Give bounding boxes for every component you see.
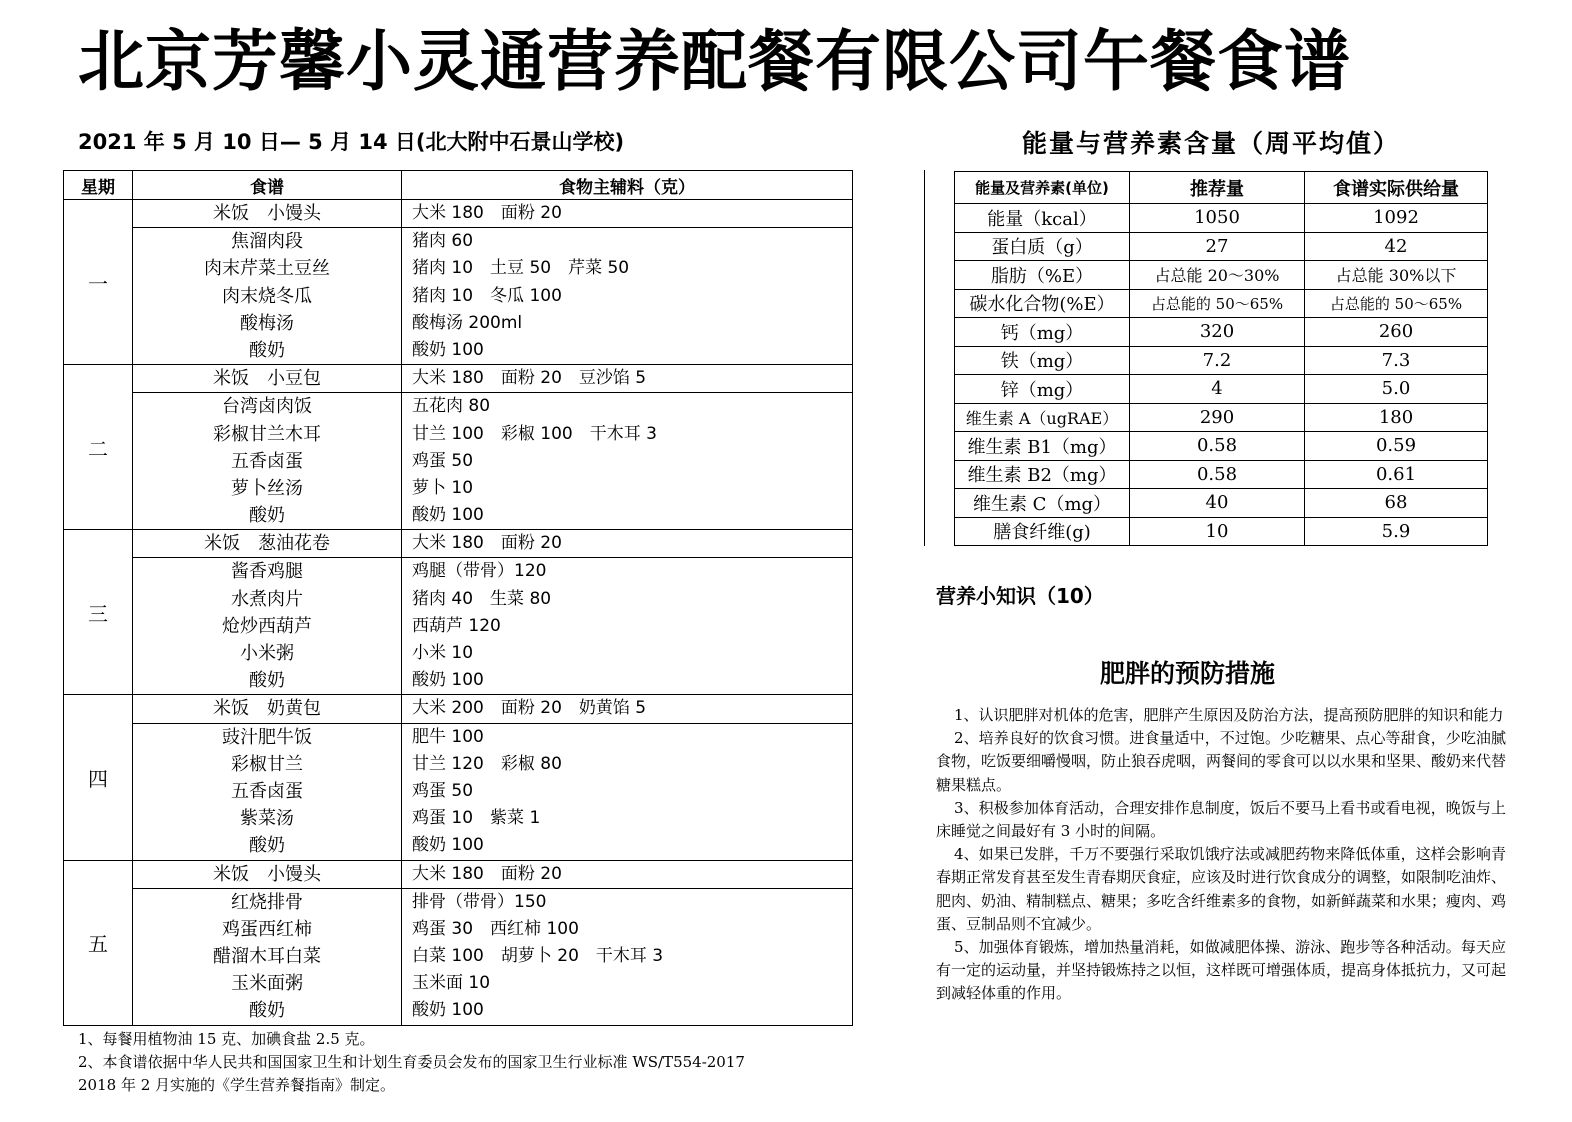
ingredient-line: 大米 180 面粉 20 [412, 203, 562, 223]
staple-dish-cell [133, 365, 402, 393]
ingredient-line: 白菜 100 胡萝卜 20 干木耳 3 [412, 946, 664, 967]
dish-name: 酸奶 [249, 505, 285, 527]
dish-name: 炝炒西葫芦 [222, 615, 312, 637]
tip-paragraph: 4、如果已发胖，千万不要强行采取饥饿疗法或减肥药物来降低体重，这样会影响青春期正常发育甚至发生青春期厌食症，应该及时进行饮食成分的调整，如限制吃油炸、肥肉、奶油、精制糕点、糖果；多吃含纤维素多的食物，如新鲜蔬菜和水果；瘦肉、鸡蛋、豆制品则不宜减少。 [936, 845, 1507, 933]
ingredient-line: 大米 180 面粉 20 [412, 863, 562, 884]
col-actual: 食谱实际供给量 [1305, 172, 1488, 204]
col-recipe: 食谱 [133, 171, 402, 200]
dish-name: 豉汁肥牛饭 [222, 726, 312, 748]
dishes-cell [133, 888, 402, 1025]
menu-dishes-row [64, 228, 853, 365]
dish-name: 米饭 小馒头 [213, 863, 321, 885]
actual-value: 7.3 [1305, 346, 1488, 375]
dish-name: 彩椒甘兰木耳 [213, 423, 321, 445]
tips-title: 营养小知识（10） [936, 584, 1104, 608]
weekday-cell: 二 [64, 365, 133, 530]
menu-date-range: 2021 年 5 月 10 日— 5 月 14 日(北大附中石景山学校) [78, 130, 625, 154]
note-line: 2018 年 2 月实施的《学生营养餐指南》制定。 [78, 1076, 396, 1094]
actual-value: 1092 [1305, 204, 1488, 233]
ingredient-line: 猪肉 10 冬瓜 100 [412, 285, 562, 306]
col-recommended: 推荐量 [1130, 172, 1305, 204]
nutrition-row [955, 517, 1488, 546]
actual-value: 0.61 [1305, 460, 1488, 489]
actual-value: 5.9 [1305, 517, 1488, 546]
staple-dish-cell [133, 530, 402, 558]
menu-staple-row [64, 365, 853, 393]
dish-name: 酸奶 [249, 339, 285, 361]
nutrient-name: 维生素 C（mg） [955, 489, 1130, 518]
dish-name: 肉末芹菜土豆丝 [204, 258, 330, 280]
menu-dishes-row [64, 888, 853, 1025]
ingredient-line: 大米 200 面粉 20 奶黄馅 5 [412, 698, 647, 719]
dish-name: 水煮肉片 [231, 588, 303, 610]
dish-name: 萝卜丝汤 [231, 477, 303, 499]
staple-ingredient-cell [402, 530, 853, 558]
ingredient-line: 玉米面 10 [412, 973, 491, 994]
dishes-cell [133, 228, 402, 365]
weekday-cell: 四 [64, 695, 133, 860]
nutrient-name: 钙（mg） [955, 318, 1130, 347]
recommended-value: 290 [1130, 403, 1305, 432]
nutrient-name: 维生素 B1（mg） [955, 432, 1130, 461]
ingredient-line: 酸奶 100 [412, 1000, 484, 1021]
dish-name: 酸梅汤 [240, 312, 294, 334]
note-line: 2、本食谱依据中华人民共和国国家卫生和计划生育委员会发布的国家卫生行业标准 WS/T554-2017 [78, 1053, 745, 1071]
nutrition-row [955, 460, 1488, 489]
dishes-cell [133, 393, 402, 530]
ingredient-line: 鸡蛋 30 西红柿 100 [412, 918, 579, 939]
nutrient-name: 脂肪（%E） [955, 261, 1130, 290]
dish-name: 米饭 小豆包 [213, 368, 321, 390]
nutrition-row [955, 289, 1488, 318]
dish-name: 肉末烧冬瓜 [222, 285, 312, 307]
nutrient-name: 能量（kcal） [955, 204, 1130, 233]
ingredients-cell [402, 723, 853, 860]
staple-dish-cell [133, 200, 402, 228]
dish-name: 小米粥 [240, 643, 294, 664]
ingredient-line: 小米 10 [412, 643, 474, 663]
recommended-value: 占总能 20～30% [1130, 261, 1305, 290]
menu-dishes-row [64, 558, 853, 695]
staple-ingredient-cell [402, 695, 853, 723]
ingredient-line: 酸奶 100 [412, 835, 484, 856]
ingredient-line: 鸡蛋 50 [412, 780, 474, 801]
nutrition-title: 能量与营养素含量（周平均值） [1022, 129, 1401, 158]
recommended-value: 40 [1130, 489, 1305, 518]
ingredient-line: 酸奶 100 [412, 339, 484, 360]
ingredient-line: 甘兰 100 彩椒 100 干木耳 3 [412, 423, 657, 444]
actual-value: 42 [1305, 232, 1488, 261]
recommended-value: 1050 [1130, 204, 1305, 233]
dish-name: 酱香鸡腿 [231, 561, 303, 583]
dish-name: 彩椒甘兰 [231, 753, 303, 775]
weekday-cell: 五 [64, 860, 133, 1025]
dish-name: 红烧排骨 [231, 891, 303, 913]
note-line: 1、每餐用植物油 15 克、加碘食盐 2.5 克。 [78, 1030, 375, 1048]
col-weekday: 星期 [64, 171, 133, 200]
recommended-value: 0.58 [1130, 432, 1305, 461]
nutrient-name: 维生素 B2（mg） [955, 460, 1130, 489]
nutrient-name: 碳水化合物(%E） [955, 289, 1130, 318]
dish-name: 焦溜肉段 [231, 231, 303, 253]
tip-paragraph: 5、加强体育锻炼，增加热量消耗，如做减肥体操、游泳、跑步等各种活动。每天应有一定的运动量，并坚持锻炼持之以恒，这样既可增强体质，提高身体抵抗力，又可起到减轻体重的作用。 [936, 938, 1507, 1003]
staple-dish-cell [133, 695, 402, 723]
weekday-cell: 一 [64, 200, 133, 365]
tips-text [936, 704, 1506, 1006]
dish-name: 酸奶 [249, 835, 285, 857]
staple-ingredient-cell [402, 200, 853, 228]
nutrient-name: 蛋白质（g） [955, 232, 1130, 261]
dish-name: 台湾卤肉饭 [222, 396, 312, 418]
dish-name: 米饭 小馒头 [213, 203, 321, 224]
menu-staple-row [64, 530, 853, 558]
ingredient-line: 肥牛 100 [412, 726, 484, 747]
dish-name: 米饭 奶黄包 [213, 698, 321, 720]
ingredient-line: 猪肉 60 [412, 231, 474, 252]
menu-dishes-row [64, 393, 853, 530]
ingredient-line: 酸梅汤 200ml [412, 312, 523, 333]
ingredient-line: 鸡腿（带骨）120 [412, 561, 547, 582]
column-divider [924, 170, 925, 546]
ingredients-cell [402, 228, 853, 365]
dish-name: 醋溜木耳白菜 [213, 946, 321, 968]
ingredients-cell [402, 393, 853, 530]
tip-paragraph: 1、认识肥胖对机体的危害，肥胖产生原因及防治方法，提高预防肥胖的知识和能力 [954, 706, 1504, 724]
actual-value: 0.59 [1305, 432, 1488, 461]
staple-ingredient-cell [402, 860, 853, 888]
dishes-cell [133, 558, 402, 695]
staple-dish-cell [133, 860, 402, 888]
ingredient-line: 鸡蛋 10 紫菜 1 [412, 808, 541, 829]
ingredient-line: 排骨（带骨）150 [412, 891, 547, 912]
ingredient-line: 酸奶 100 [412, 670, 484, 691]
menu-table [63, 170, 853, 1026]
nutrient-name: 锌（mg） [955, 375, 1130, 404]
nutrition-row [955, 489, 1488, 518]
ingredients-cell [402, 888, 853, 1025]
dish-name: 酸奶 [249, 1000, 285, 1022]
ingredient-line: 大米 180 面粉 20 [412, 533, 562, 554]
nutrition-row [955, 346, 1488, 375]
col-nutrient: 能量及营养素(单位) [955, 172, 1130, 204]
nutrient-name: 维生素 A（ugRAE） [955, 403, 1130, 432]
nutrient-name: 膳食纤维(g) [955, 517, 1130, 546]
nutrition-row [955, 318, 1488, 347]
col-ingredients: 食物主辅料（克） [402, 171, 853, 200]
actual-value: 占总能 30%以下 [1305, 261, 1488, 290]
nutrition-row [955, 375, 1488, 404]
menu-staple-row [64, 860, 853, 888]
ingredient-line: 大米 180 面粉 20 豆沙馅 5 [412, 368, 647, 389]
ingredient-line: 猪肉 40 生菜 80 [412, 588, 552, 609]
ingredient-line: 鸡蛋 50 [412, 450, 474, 471]
nutrition-row [955, 403, 1488, 432]
menu-dishes-row [64, 723, 853, 860]
ingredients-cell [402, 558, 853, 695]
nutrition-table [954, 171, 1488, 546]
dish-name: 五香卤蛋 [231, 780, 303, 802]
nutrition-row [955, 204, 1488, 233]
weekday-cell: 三 [64, 530, 133, 695]
recommended-value: 0.58 [1130, 460, 1305, 489]
nutrient-name: 铁（mg） [955, 346, 1130, 375]
recommended-value: 7.2 [1130, 346, 1305, 375]
dish-name: 玉米面粥 [231, 973, 303, 995]
dish-name: 鸡蛋西红柿 [222, 918, 312, 940]
ingredient-line: 甘兰 120 彩椒 80 [412, 753, 562, 774]
ingredient-line: 萝卜 10 [412, 477, 474, 498]
menu-header-row [64, 171, 853, 200]
nutrition-row [955, 432, 1488, 461]
menu-staple-row [64, 200, 853, 228]
ingredient-line: 猪肉 10 土豆 50 芹菜 50 [412, 258, 630, 279]
ingredient-line: 五花肉 80 [412, 396, 491, 417]
ingredient-line: 酸奶 100 [412, 505, 484, 526]
nutrition-row [955, 232, 1488, 261]
dish-name: 酸奶 [249, 670, 285, 692]
recommended-value: 4 [1130, 375, 1305, 404]
dish-name: 紫菜汤 [240, 808, 294, 830]
dish-name: 米饭 葱油花卷 [204, 533, 330, 555]
actual-value: 180 [1305, 403, 1488, 432]
actual-value: 68 [1305, 489, 1488, 518]
actual-value: 260 [1305, 318, 1488, 347]
staple-ingredient-cell [402, 365, 853, 393]
actual-value: 占总能的 50～65% [1305, 289, 1488, 318]
menu-staple-row [64, 695, 853, 723]
nutrition-header-row [955, 172, 1488, 204]
menu-notes [78, 1028, 745, 1097]
dish-name: 五香卤蛋 [231, 450, 303, 472]
recommended-value: 320 [1130, 318, 1305, 347]
recommended-value: 10 [1130, 517, 1305, 546]
tip-paragraph: 3、积极参加体育活动，合理安排作息制度，饭后不要马上看书或看电视，晚饭与上床睡觉之间最好有 3 小时的间隔。 [936, 798, 1506, 841]
actual-value: 5.0 [1305, 375, 1488, 404]
nutrition-row [955, 261, 1488, 290]
tips-heading: 肥胖的预防措施 [1100, 659, 1276, 688]
recommended-value: 27 [1130, 232, 1305, 261]
ingredient-line: 西葫芦 120 [412, 615, 501, 636]
recommended-value: 占总能的 50～65% [1130, 289, 1305, 318]
page-title: 北京芳馨小灵通营养配餐有限公司午餐食谱 [78, 23, 1351, 100]
tip-paragraph: 2、培养良好的饮食习惯。进食量适中，不过饱。少吃糖果、点心等甜食，少吃油腻食物，吃饭要细嚼慢咽，防止狼吞虎咽，两餐间的零食可以以水果和坚果、酸奶来代替糖果糕点。 [936, 729, 1507, 794]
dishes-cell [133, 723, 402, 860]
